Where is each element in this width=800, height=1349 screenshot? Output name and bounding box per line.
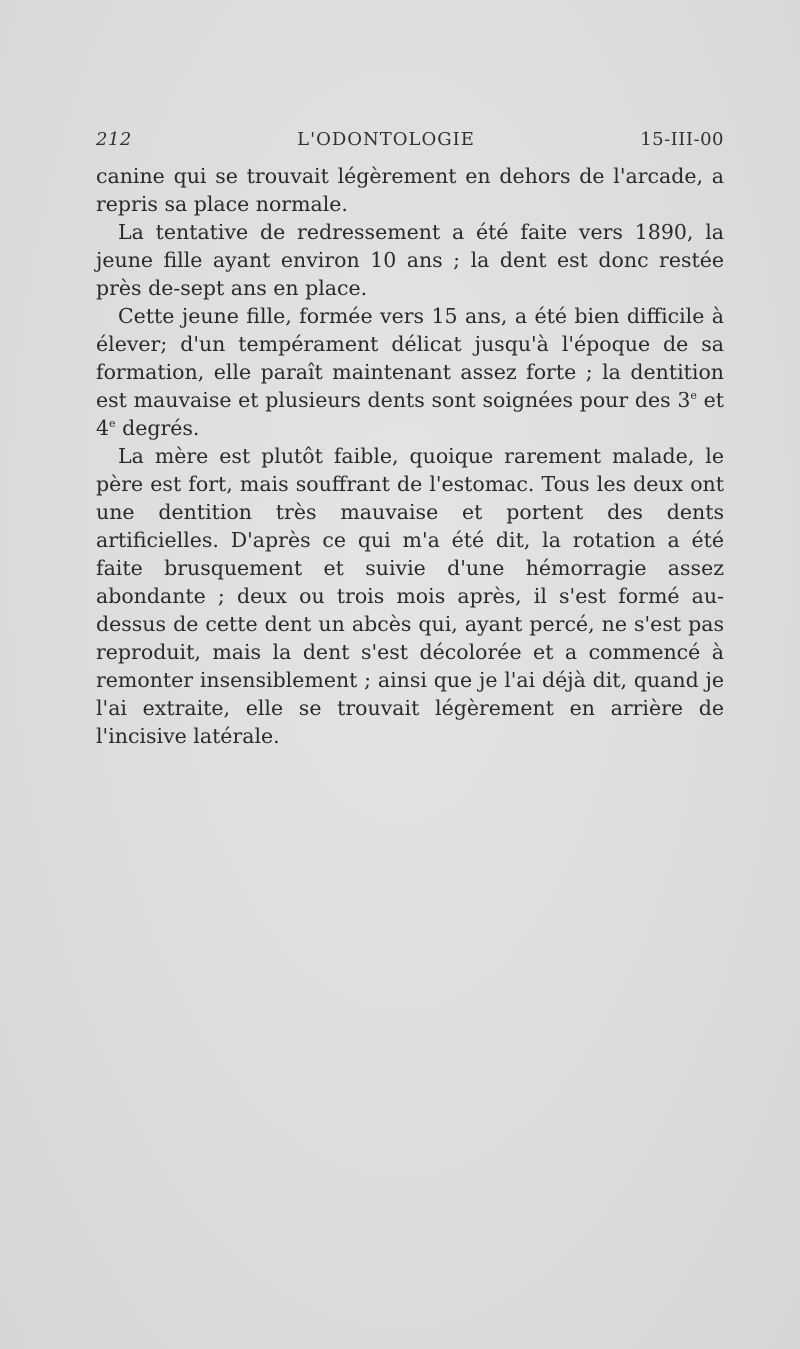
paragraph-3 <box>96 302 724 442</box>
journal-title: L'ODONTOLOGIE <box>297 129 475 150</box>
superscript-e-2: e <box>109 417 116 431</box>
issue-date: 15-III-00 <box>640 129 724 150</box>
page-number: 212 <box>96 129 132 150</box>
paragraph-3-text-before: Cette jeune fille, formée vers 15 ans, a été bien difficile à élever; d'un tempérament délicat jusqu'à l'époque de sa formation, elle paraît maintenant assez forte ; la dentition est mauvaise et plusieurs dents sont soignées pour des 3 <box>96 304 724 412</box>
running-header <box>96 124 724 156</box>
paragraph-3-text-after: degrés. <box>115 416 200 440</box>
paragraph-3-text-middle: et 4 <box>96 388 724 440</box>
paragraph-4: La mère est plutôt faible, quoique rarement malade, le père est fort, mais souffrant de l'estomac. Tous les deux ont une dentition très mauvaise et portent des dents artificielles. D'après ce qui m'a été dit, la rotation a été faite brusquement et suivie d'une hémorragie assez abondante ; deux ou trois mois après, il s'est formé au-dessus de cette dent un abcès qui, ayant percé, ne s'est pas reproduit, mais la dent s'est décolorée et a commencé à remonter insensiblement ; ainsi que je l'ai déjà dit, quand je l'ai extraite, elle se trouvait légèrement en arrière de l'incisive latérale. <box>96 444 724 748</box>
superscript-e-1: e <box>690 389 697 403</box>
book-page <box>96 124 724 750</box>
paragraph-1: canine qui se trouvait légèrement en dehors de l'arcade, a repris sa place normale. <box>96 164 724 216</box>
body-text <box>96 162 724 750</box>
paragraph-2: La tentative de redressement a été faite vers 1890, la jeune fille ayant environ 10 ans ; la dent est donc restée près de-sept ans en place. <box>96 220 724 300</box>
